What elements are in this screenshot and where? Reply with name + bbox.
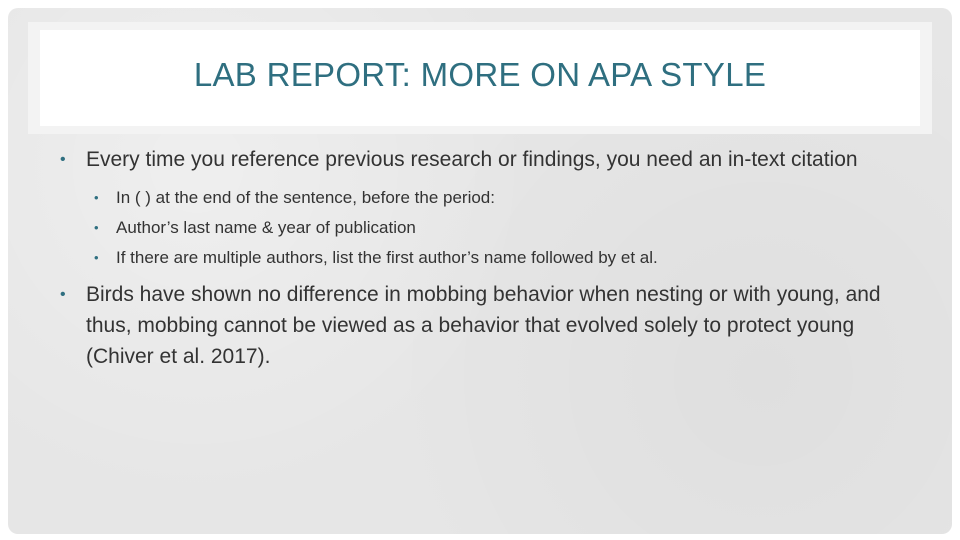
bullet-text: Birds have shown no difference in mobbing behavior when nesting or with young, and thus, mobbing cannot be viewed as a behavior that evolved solely to protect young (Chiver et al. 2017).	[86, 283, 881, 368]
sub-bullet-item-1	[54, 183, 914, 213]
bullet-text: Every time you reference previous research or findings, you need an in-text citation	[86, 148, 858, 171]
title-box	[40, 30, 920, 126]
bullet-dot-icon: •	[60, 286, 66, 303]
slide-title: LAB REPORT: MORE ON APA STYLE	[193, 56, 767, 93]
bullet-dot-icon: •	[94, 190, 99, 205]
sub-bullet-text: In ( ) at the end of the sentence, before the period:	[116, 188, 495, 207]
bullet-dot-icon: •	[94, 250, 99, 265]
bullet-dot-icon: •	[94, 220, 99, 235]
bullet-item-2	[54, 279, 914, 372]
sub-bullet-text: Author’s last name & year of publication	[116, 218, 416, 237]
sub-bullet-item-3	[54, 243, 914, 273]
bullet-item-1	[54, 144, 914, 175]
sub-bullet-item-2	[54, 213, 914, 243]
sub-bullet-text: If there are multiple authors, list the first author’s name followed by et al.	[116, 248, 658, 267]
slide	[8, 8, 952, 534]
sub-bullet-list	[54, 183, 914, 273]
slide-content	[54, 144, 914, 372]
title-frame	[28, 22, 932, 134]
bullet-dot-icon: •	[60, 151, 66, 168]
